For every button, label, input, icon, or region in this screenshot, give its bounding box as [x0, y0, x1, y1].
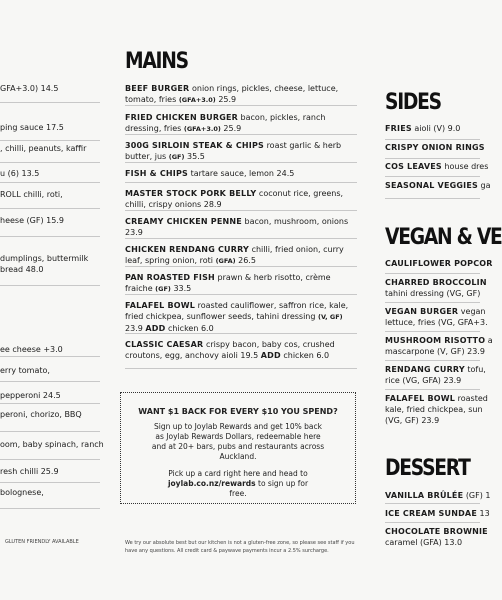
left-line: heese (GF) 15.9 [0, 216, 64, 225]
divider [125, 266, 357, 267]
menu-item [385, 277, 487, 288]
fine-print: We try our absolute best but our kitchen is not a gluten-free zone, so please see staff if you have any questions. All credit card & paywave payments incur a 2.5% surcharge. [125, 540, 355, 554]
item-desc: tartare sauce, lemon [190, 169, 274, 178]
divider [0, 508, 100, 509]
promo-title: WANT $1 BACK FOR EVERY $10 YOU SPEND? [138, 407, 338, 416]
menu-item [125, 112, 357, 135]
left-line: bread 48.0 [0, 265, 44, 274]
divider [0, 102, 100, 103]
item-price: 19.5 [240, 351, 259, 360]
divider [0, 140, 100, 141]
divider [385, 389, 480, 390]
item-desc: lettuce, fries (VG, GFA+3. [385, 318, 488, 327]
gluten-friendly-note: GLUTEN FRIENDLY AVAILABLE [5, 539, 79, 545]
item-desc: bacon, pickles, ranch dressing, fries [125, 113, 326, 133]
item-price: 35.5 [187, 152, 205, 161]
item-desc: coconut rice, greens, chilli, crispy onions [125, 189, 344, 209]
divider [385, 158, 480, 159]
divider [0, 403, 100, 404]
item-tag: (GF) [168, 153, 185, 161]
item-tag: (GFA+3.0) [183, 125, 221, 133]
divider [0, 182, 100, 183]
item-desc: caramel (GFA) 13.0 [385, 538, 463, 547]
menu-item [125, 272, 357, 295]
menu-item [125, 339, 357, 361]
item-desc: 13 [479, 509, 490, 518]
menu-item [125, 216, 357, 238]
menu-item [385, 180, 491, 191]
menu-item [125, 188, 357, 210]
promo-cta-prefix: Pick up a card right here and head to [168, 469, 308, 478]
item-name: MUSHROOM RISOTTO [385, 336, 486, 345]
item-tag: (GFA+3.0) [178, 96, 216, 104]
menu-item [385, 508, 490, 519]
menu-item [385, 393, 488, 404]
dessert-heading: DESSERT [385, 456, 470, 481]
item-desc: bacon, mushroom, onions [244, 217, 349, 226]
item-name: CAULIFLOWER POPCOR [385, 259, 493, 268]
item-name: RENDANG CURRY [385, 365, 465, 374]
add-label: ADD [260, 351, 281, 360]
left-line: , chilli, peanuts, kaffir [0, 144, 87, 153]
divider [385, 139, 480, 140]
item-price: 26.5 [238, 256, 256, 265]
menu-item [385, 335, 493, 346]
item-desc: a [487, 336, 493, 345]
item-price: 25.9 [218, 95, 237, 104]
menu-item [385, 490, 491, 501]
item-desc: mascarpone (V, GF) 23.9 [385, 347, 485, 356]
divider [0, 208, 100, 209]
divider [0, 482, 100, 483]
item-price: 33.5 [173, 284, 192, 293]
item-tag: (GF) [155, 285, 171, 293]
divider [125, 294, 357, 295]
promo-cta [121, 469, 355, 499]
item-desc: tofu, [467, 365, 486, 374]
left-line: erry tomato, [0, 366, 50, 375]
item-desc: (GF) 1 [465, 491, 491, 500]
divider [125, 210, 357, 211]
item-desc: house dres [444, 162, 489, 171]
item-name: CLASSIC CAESAR [125, 340, 204, 349]
menu-item [385, 123, 480, 134]
left-line: dumplings, buttermilk [0, 254, 89, 263]
divider [385, 360, 480, 361]
item-name: PAN ROASTED FISH [125, 273, 215, 282]
left-line: GFA+3.0) 14.5 [0, 84, 59, 93]
item-name: FALAFEL BOWL [125, 301, 196, 310]
item-name: VEGAN BURGER [385, 307, 459, 316]
divider [385, 176, 480, 177]
divider [125, 333, 357, 334]
item-desc: tahini dressing (VG, GF) [385, 289, 481, 298]
menu-item [125, 300, 357, 334]
divider [125, 368, 357, 369]
item-price: 23.9 [125, 228, 143, 237]
item-name: FRIED CHICKEN BURGER [125, 113, 238, 122]
menu-item [385, 364, 486, 375]
item-name: SEASONAL VEGGIES [385, 181, 478, 190]
item-desc: roasted [457, 394, 488, 403]
item-name: ICE CREAM SUNDAE [385, 509, 477, 518]
left-line: resh chilli 25.9 [0, 467, 59, 476]
item-name: CHICKEN RENDANG CURRY [125, 245, 250, 254]
rewards-promo-box [120, 392, 356, 504]
left-line: u (6) 13.5 [0, 169, 40, 178]
item-name: 300G SIRLOIN STEAK & CHIPS [125, 141, 265, 150]
vegan-heading: VEGAN & VE [385, 225, 502, 250]
divider [0, 459, 100, 460]
menu-item [125, 140, 357, 163]
divider [0, 285, 100, 286]
item-name: VANILLA BRÛLÉE [385, 491, 464, 500]
item-desc: ga [480, 181, 491, 190]
item-tag: (V) [433, 124, 446, 133]
item-name: MASTER STOCK PORK BELLY [125, 189, 257, 198]
item-desc: prawn & herb risotto, crème fraiche [125, 273, 331, 293]
menu-item [125, 83, 357, 106]
add-label: ADD [145, 324, 166, 333]
item-name: COS LEAVES [385, 162, 442, 171]
left-line: ee cheese +3.0 [0, 345, 63, 354]
left-line: bolognese, [0, 488, 44, 497]
item-desc: chilli, fried onion, curry leaf, spring onion, roti [125, 245, 344, 265]
divider [385, 198, 480, 199]
item-tag: (GFA) [215, 257, 236, 265]
divider [125, 105, 357, 106]
item-desc: onion rings, pickles, cheese, lettuce, tomato, fries [125, 84, 339, 104]
divider [0, 162, 100, 163]
add-option: chicken 6.0 [167, 324, 214, 333]
divider [0, 236, 100, 237]
divider [0, 381, 100, 382]
left-line: ROLL chilli, roti, [0, 190, 63, 199]
menu-item [385, 258, 493, 269]
item-name: BEEF BURGER [125, 84, 190, 93]
item-name: CREAMY CHICKEN PENNE [125, 217, 242, 226]
left-line: peroni, chorizo, BBQ [0, 410, 82, 419]
divider [125, 134, 357, 135]
item-price: 28.9 [203, 200, 222, 209]
item-desc: kale, fried chickpea, sun [385, 405, 483, 414]
promo-cta-suffix: to sign up for free. [229, 479, 309, 498]
add-option: chicken 6.0 [283, 351, 330, 360]
item-name: FALAFEL BOWL [385, 394, 456, 403]
left-line: oom, baby spinach, ranch [0, 440, 104, 449]
item-desc: aioli [414, 124, 431, 133]
item-desc: roast garlic & herb butter, jus [125, 141, 342, 161]
left-line: ping sauce 17.5 [0, 123, 64, 132]
item-price: 9.0 [447, 124, 461, 133]
divider [385, 273, 480, 274]
menu-item [125, 168, 357, 179]
promo-body: Sign up to Joylab Rewards and get 10% back as Joylab Rewards Dollars, redeemable here and at 20+ bars, pubs and restaurants across Auckland. [151, 422, 325, 461]
menu-item [385, 306, 486, 317]
item-desc: roasted cauliflower, saffron rice, kale, fried chickpea, sunflower seeds, tahini dressing [125, 301, 349, 321]
item-price: 25.9 [223, 124, 242, 133]
menu-item [385, 161, 489, 172]
item-name: CHARRED BROCCOLIN [385, 278, 487, 287]
item-desc: (VG, GF) 23.9 [385, 416, 440, 425]
divider [125, 238, 357, 239]
item-name: FRIES [385, 124, 412, 133]
divider [385, 302, 480, 303]
divider [385, 522, 480, 523]
divider [125, 162, 357, 163]
menu-item [125, 244, 357, 267]
mains-heading: MAINS [125, 49, 188, 74]
divider [0, 431, 100, 432]
item-tag: (V, GF) [318, 313, 343, 321]
item-desc: crispy bacon, baby cos, crushed croutons, egg, anchovy aioli [125, 340, 335, 360]
left-line: pepperoni 24.5 [0, 391, 61, 400]
item-desc: vegan [460, 307, 486, 316]
divider [385, 503, 480, 504]
item-price: 23.9 [125, 324, 143, 333]
menu-item [385, 526, 488, 537]
item-desc: rice (VG, GFA) 23.9 [385, 376, 462, 385]
promo-url[interactable]: joylab.co.nz/rewards [167, 479, 256, 488]
divider [385, 331, 480, 332]
item-name: CRISPY ONION RINGS [385, 143, 485, 152]
sides-heading: SIDES [385, 90, 441, 115]
item-price: 24.5 [276, 169, 295, 178]
menu-item [385, 142, 485, 153]
item-name: CHOCOLATE BROWNIE [385, 527, 488, 536]
item-name: FISH & CHIPS [125, 169, 189, 178]
divider [0, 356, 100, 357]
divider [125, 182, 357, 183]
